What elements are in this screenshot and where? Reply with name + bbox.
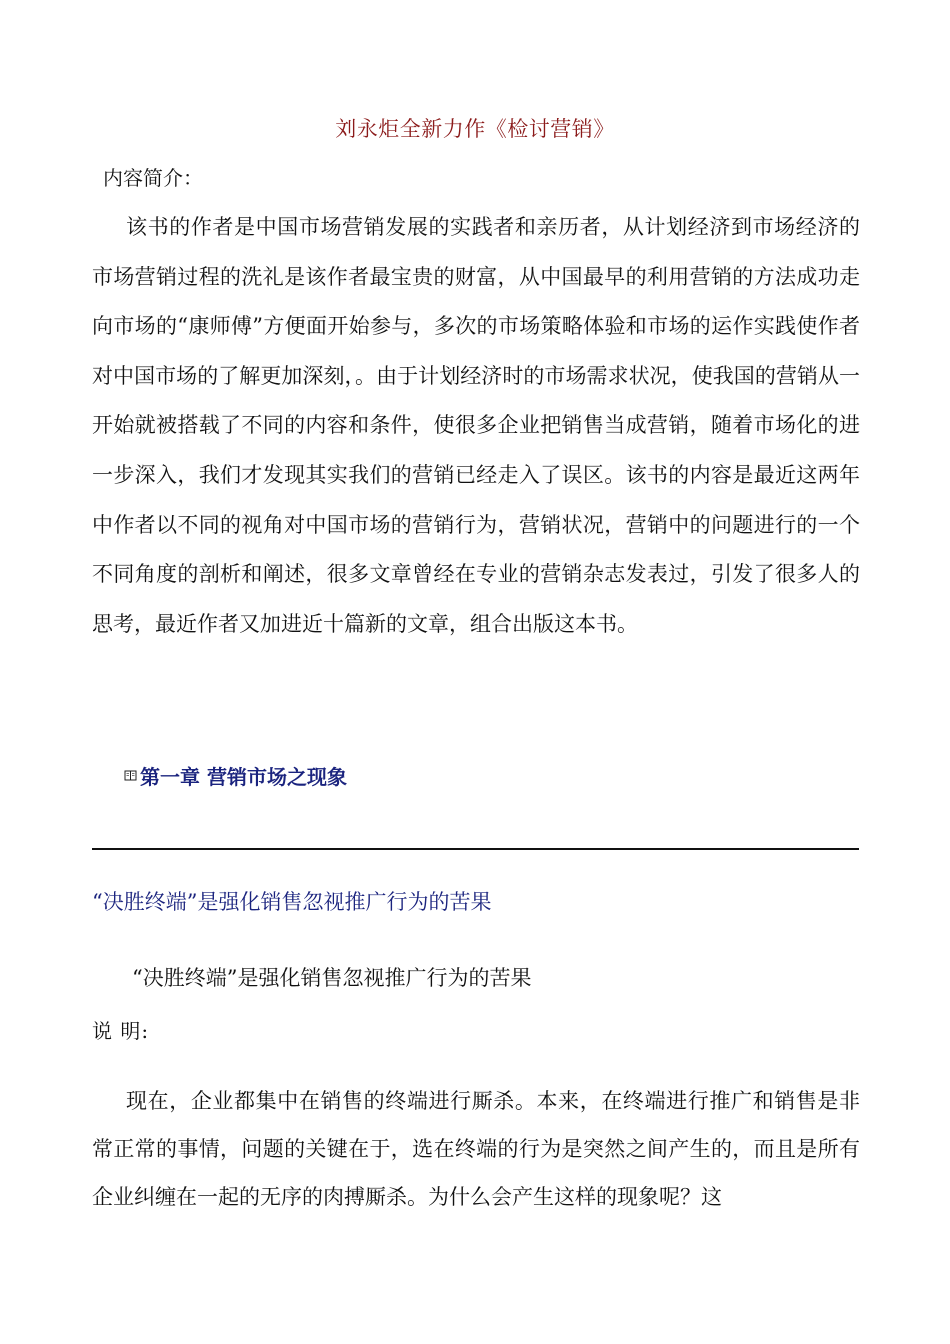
book-icon [124, 769, 137, 782]
chapter-title: 第一章 营销市场之现象 [140, 765, 347, 789]
note-label: 说 明: [92, 1019, 150, 1043]
horizontal-divider [92, 848, 859, 850]
intro-paragraph: 该书的作者是中国市场营销发展的实践者和亲历者，从计划经济到市场经济的市场营销过程的洗礼是该作者最宝贵的财富，从中国最早的利用营销的方法成功走向市场的“康师傅”方便面开始参与，多次的市场策略体验和市场的运作实践使作者对中国市场的了解更加深刻，。由于计划经济时的市场需求状况，使我国的营销从一开始就被搭载了不同的内容和条件，使很多企业把销售当成营销，随着市场化的进一步深入，我们才发现其实我们的营销已经走入了误区。该书的内容是最近这两年中作者以不同的视角对中国市场的营销行为，营销状况，营销中的问题进行的一个不同角度的剖析和阐述，很多文章曾经在专业的营销杂志发表过，引发了很多人的思考，最近作者又加进近十篇新的文章，组合出版这本书。 [92, 215, 860, 636]
article-link[interactable]: “决胜终端”是强化销售忽视推广行为的苦果 [92, 890, 492, 914]
document-title: 刘永炬全新力作《检讨营销》 [335, 117, 615, 141]
chapter-heading[interactable] [124, 761, 347, 790]
body-paragraph: 现在，企业都集中在销售的终端进行厮杀。本来，在终端进行推广和销售是非常正常的事情，问题的关键在于，选在终端的行为是突然之间产生的，而且是所有企业纠缠在一起的无序的肉搏厮杀。为什么会产生这样的现象呢？这 [92, 1089, 860, 1209]
intro-label: 内容简介： [103, 166, 203, 190]
article-subtitle: “决胜终端”是强化销售忽视推广行为的苦果 [132, 966, 532, 990]
